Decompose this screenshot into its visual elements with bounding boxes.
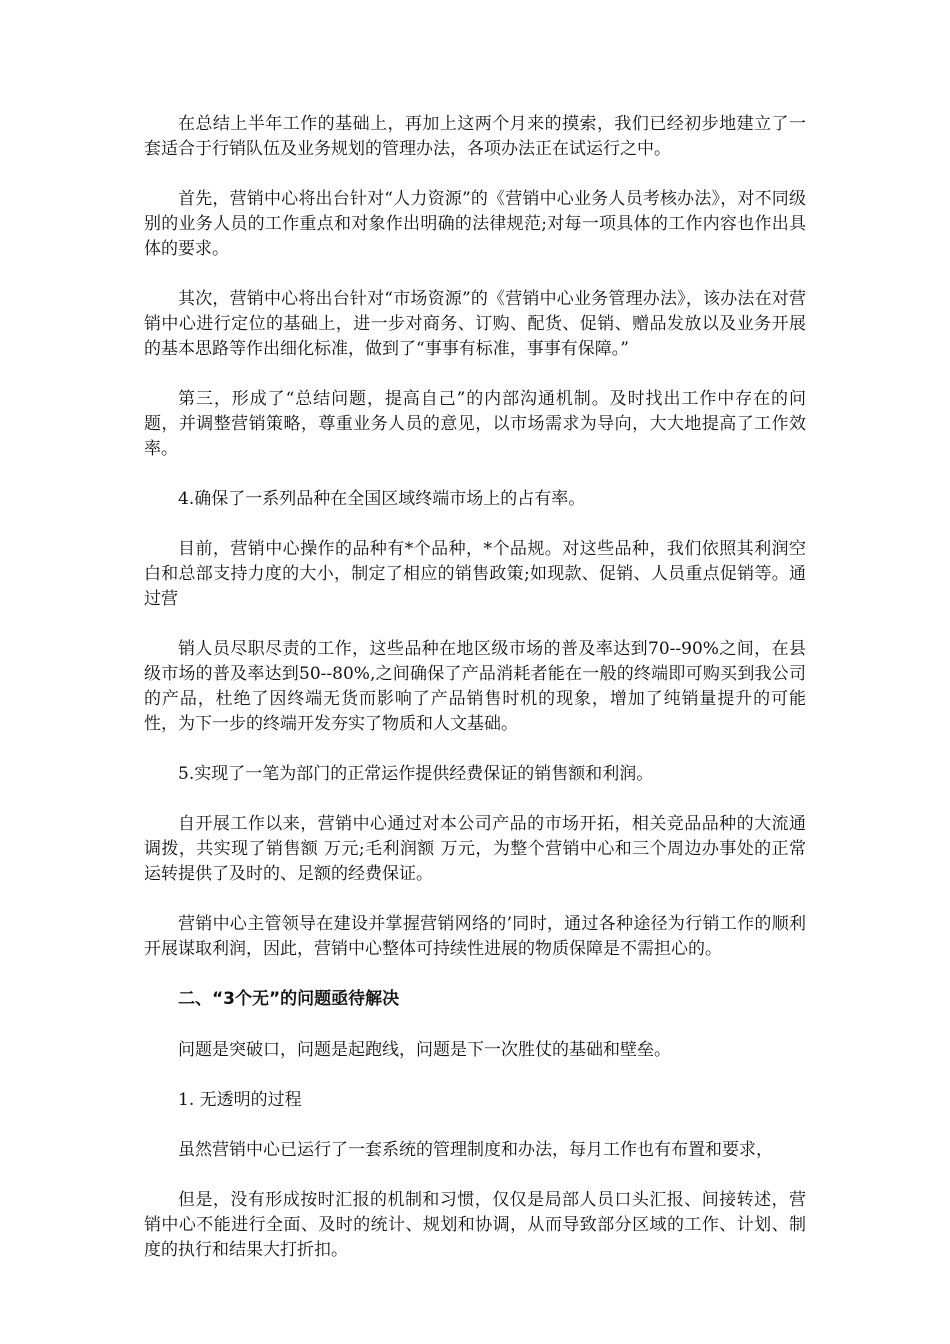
paragraph-second: 其次，营销中心将出台针对“市场资源”的《营销中心业务管理办法》，该办法在对营销中心进行定位的基础上，进一步对商务、订购、配货、促销、赠品发放以及业务开展的基本思路等作出细化标准，做到了“事事有标准，事事有保障。”: [144, 289, 806, 359]
paragraph-subheading-1: 1. 无透明的过程: [178, 1090, 302, 1110]
paragraph-leadership: 营销中心主管领导在建设并掌握营销网络的’同时，通过各种途径为行销工作的顺利开展谋取利润，因此，营销中心整体可持续性进展的物质保障是不需担心的。: [144, 914, 806, 959]
paragraph-sales: 自开展工作以来，营销中心通过对本公司产品的市场开拓，相关竞品品种的大流通调拨，共实现了销售额 万元;毛利润额 万元，为整个营销中心和三个周边办事处的正常运转提供了及时的、足额的经费保证。: [144, 814, 806, 884]
paragraph-point-5: 5.实现了一笔为部门的正常运作提供经费保证的销售额和利润。: [178, 764, 654, 784]
paragraph-third: 第三，形成了“总结问题，提高自己”的内部沟通机制。及时找出工作中存在的问题，并调整营销策略，尊重业务人员的意见，以市场需求为导向，大大地提高了工作效率。: [144, 389, 806, 459]
paragraph-system: 虽然营销中心已运行了一套系统的管理制度和办法，每月工作也有布置和要求，: [178, 1140, 773, 1160]
paragraph-point-4: 4.确保了一系列品种在全国区域终端市场上的占有率。: [178, 489, 586, 509]
paragraph-problems: 问题是突破口，问题是起跑线，问题是下一次胜仗的基础和壁垒。: [178, 1040, 671, 1060]
paragraph-however: 但是，没有形成按时汇报的机制和习惯，仅仅是局部人员口头汇报、间接转述，营销中心不能进行全面、及时的统计、规划和协调，从而导致部分区域的工作、计划、制度的执行和结果大打折扣。: [144, 1190, 806, 1260]
paragraph-intro: 在总结上半年工作的基础上，再加上这两个月来的摸索，我们已经初步地建立了一套适合于行销队伍及业务规划的管理办法，各项办法正在试运行之中。: [144, 114, 806, 159]
section-heading: 二、“3个无”的问题亟待解决: [178, 989, 400, 1009]
paragraph-first: 首先，营销中心将出台针对“人力资源”的《营销中心业务人员考核办法》，对不同级别的业务人员的工作重点和对象作出明确的法律规范;对每一项具体的工作内容也作出具体的要求。: [144, 189, 806, 259]
paragraph-coverage: 销人员尽职尽责的工作，这些品种在地区级市场的普及率达到70--90%之间，在县级市场的普及率达到50--80%,之间确保了产品消耗者能在一般的终端即可购买到我公司的产品，杜绝了因终端无货而影响了产品销售时机的现象，增加了纯销量提升的可能性，为下一步的终端开发夯实了物质和人文基础。: [144, 639, 806, 734]
paragraph-products: 目前，营销中心操作的品种有*个品种，*个品规。对这些品种，我们依照其利润空白和总部支持力度的大小，制定了相应的销售政策;如现款、促销、人员重点促销等。通过营: [144, 539, 806, 609]
document-page: [144, 112, 806, 1288]
